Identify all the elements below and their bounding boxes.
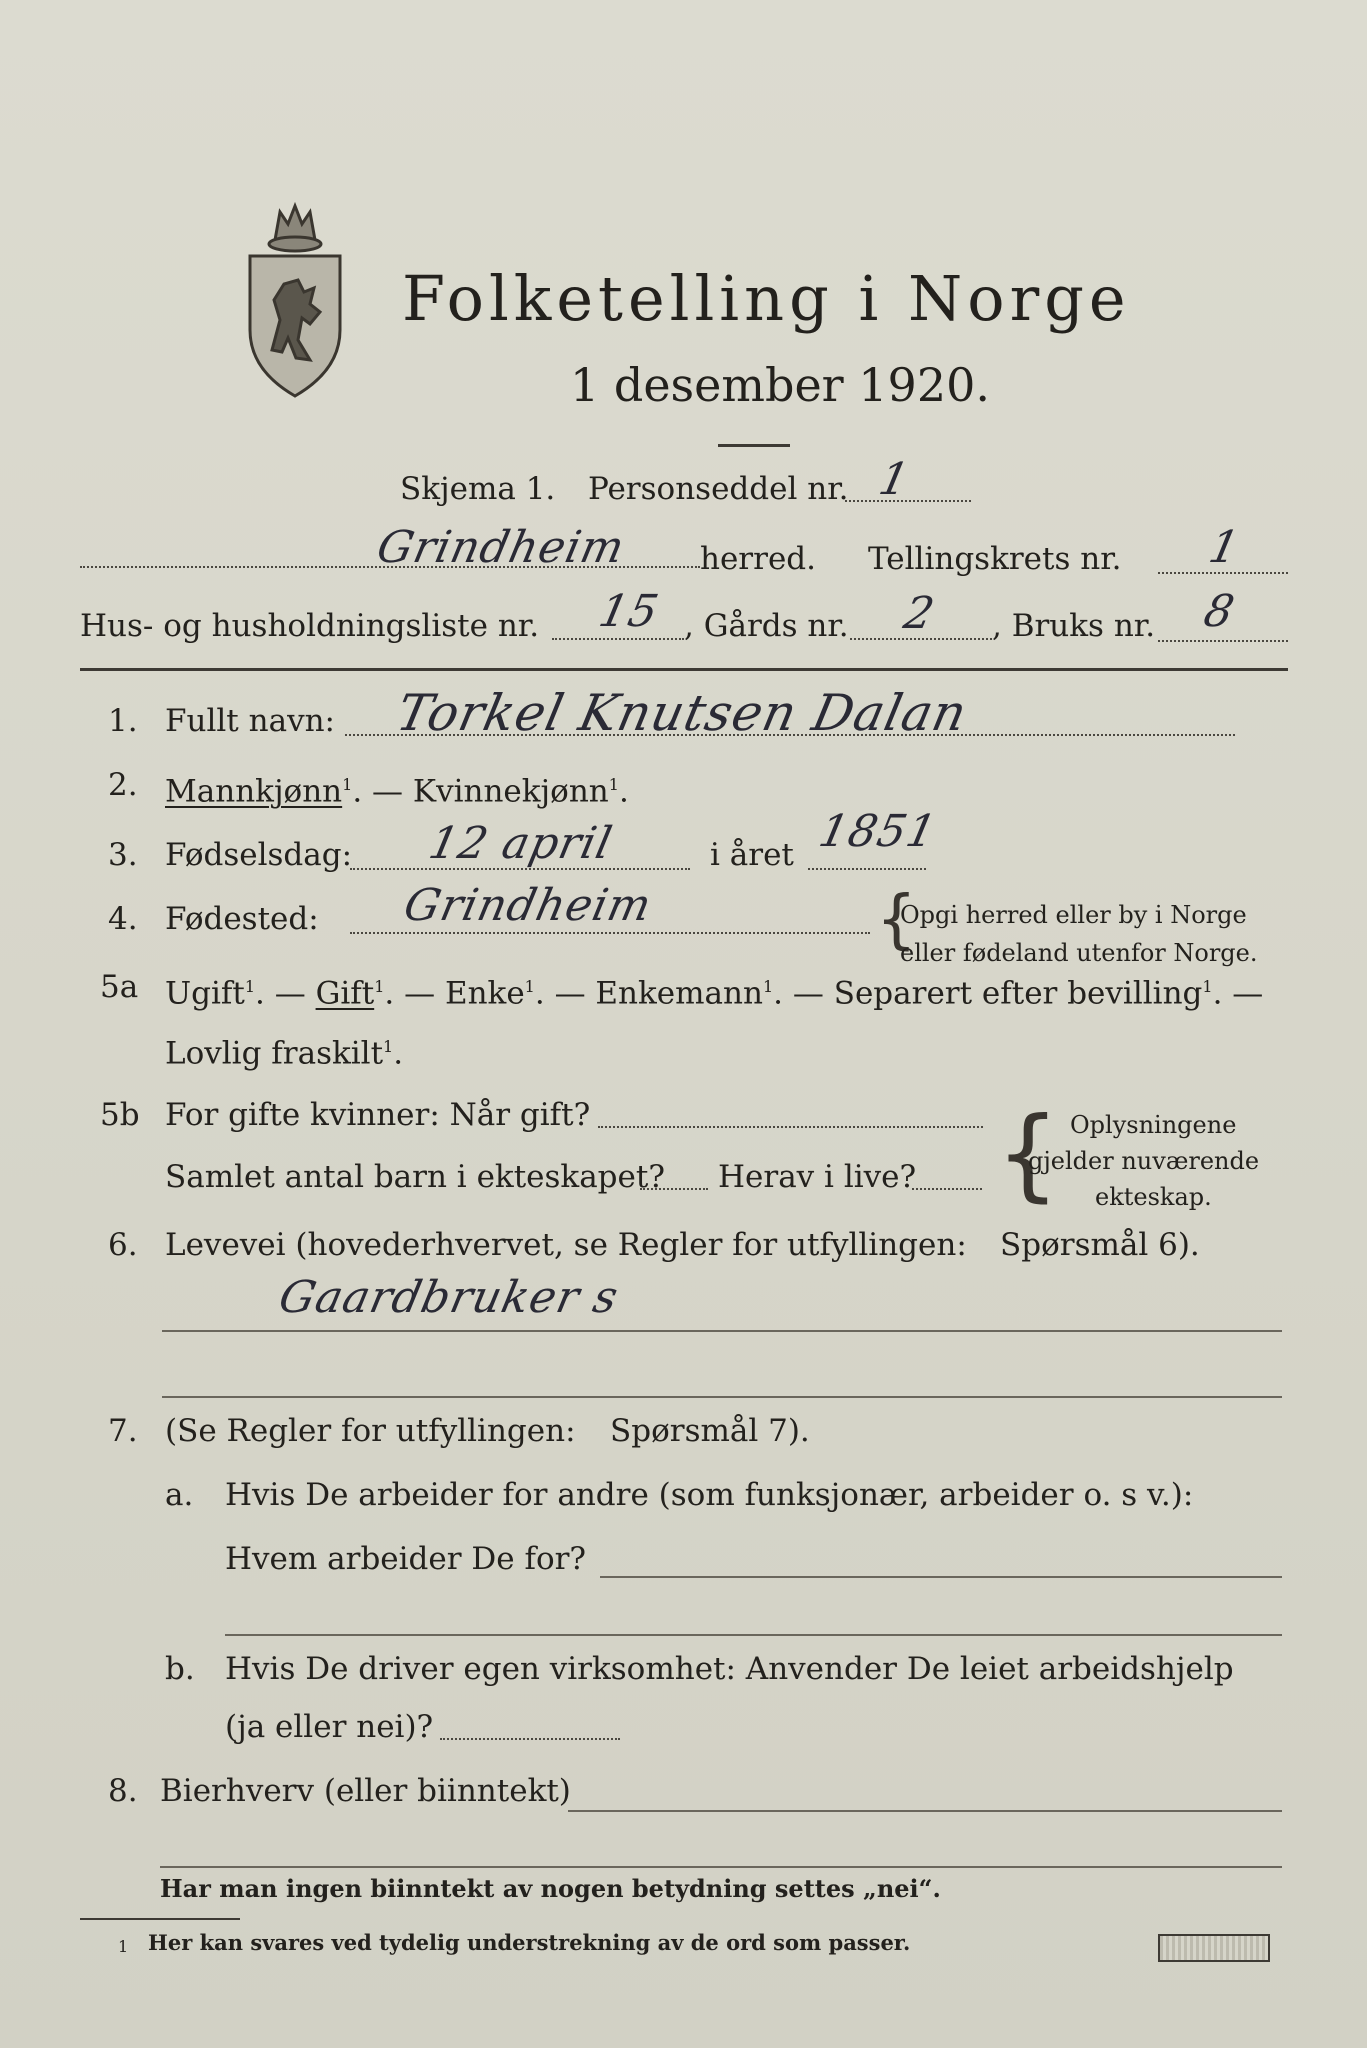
footnote-mark: 1 — [118, 1937, 129, 1956]
q6-line2 — [162, 1396, 1282, 1398]
q5b-label1: For gifte kvinner: Når gift? — [165, 1097, 591, 1133]
q7b-number: b. — [165, 1651, 195, 1687]
bruks-line — [1158, 640, 1288, 642]
q7-label: (Se Regler for utfyllingen: — [165, 1413, 576, 1449]
form-date: 1 desember 1920. — [570, 358, 990, 412]
q5a-enkemann-superscript: 1 — [762, 977, 774, 996]
q7a-label: Hvis De arbeider for andre (som funksjonær, arbeider o. s v.): — [225, 1477, 1194, 1513]
q5a-fraskilt-line: Lovlig fraskilt$^1$. — [165, 1035, 404, 1072]
q2-separator: . — — [352, 773, 413, 810]
footnote-text: Her kan svares ved tydelig understrekning av de ord som passer. — [148, 1930, 911, 1955]
q5a-gift: Gift — [315, 975, 375, 1012]
q4-note-line2: eller fødeland utenfor Norge. — [900, 939, 1258, 967]
q5b-line2 — [640, 1188, 708, 1190]
q7a-line2 — [225, 1634, 1282, 1636]
q6-label: Levevei (hovederhvervet, se Regler for utfyllingen: — [165, 1227, 967, 1263]
q5a-number: 5a — [100, 969, 139, 1005]
husliste-line — [552, 638, 684, 640]
q6-line1 — [162, 1330, 1282, 1332]
q5b-number: 5b — [100, 1097, 140, 1133]
herred-value: Grindheim — [372, 522, 630, 573]
personseddel-value: 1 — [874, 454, 915, 505]
q3-year-line — [808, 868, 926, 870]
q4-note-line1: Opgi herred eller by i Norge — [900, 901, 1247, 929]
q2-options — [165, 766, 629, 810]
q5a-options: Ugift$^1$. — Gift$^1$. — Enke$^1$. — Enkemann$^1$. — Separert efter bevilling$^1$. — — [165, 975, 1264, 1012]
tellingskrets-value: 1 — [1204, 522, 1245, 573]
q4-label: Fødested: — [165, 901, 319, 937]
q5a-separert-superscript: 1 — [1202, 977, 1213, 996]
q5b-note-brace: { — [996, 1095, 1060, 1212]
q5b-note-line3: ekteskap. — [1095, 1183, 1212, 1211]
q5a-enkemann: Enkemann — [595, 975, 763, 1012]
q1-number: 1. — [108, 703, 138, 739]
q7b-question: (ja eller nei)? — [225, 1709, 434, 1745]
q2-end: . — [618, 773, 629, 810]
printer-stamp — [1158, 1934, 1270, 1962]
personseddel-line — [845, 500, 971, 502]
q3-value: 12 april — [424, 818, 617, 869]
husliste-value: 15 — [594, 586, 664, 637]
q3-number: 3. — [108, 837, 138, 873]
q5a-gift-superscript: 1 — [374, 977, 385, 996]
footer-note: Har man ingen biinntekt av nogen betydning settes „nei“. — [160, 1874, 941, 1903]
q2-male-superscript: 1 — [342, 775, 353, 794]
gards-value: 2 — [899, 588, 940, 639]
q6-value: Gaardbruker s — [274, 1272, 624, 1323]
norwegian-coat-of-arms-icon — [240, 200, 350, 400]
q3-year-value: 1851 — [814, 806, 942, 857]
q4-note-brace: { — [876, 883, 917, 957]
q1-label: Fullt navn: — [165, 703, 335, 739]
q7b-line — [440, 1738, 620, 1740]
herred-label: herred. — [700, 541, 816, 577]
q2-female-superscript: 1 — [608, 775, 619, 794]
q4-value: Grindheim — [399, 880, 657, 931]
q3-year-label: i året — [710, 837, 794, 873]
q5a-ugift-superscript: 1 — [244, 977, 256, 996]
q5a-enke: Enke — [444, 975, 525, 1012]
q2-male-option: Mannkjønn — [165, 773, 343, 810]
q5b-note-line2: gjelder nuværende — [1028, 1147, 1260, 1175]
q5b-note-line1: Oplysningene — [1070, 1111, 1237, 1139]
gards-label: , Gårds nr. — [684, 608, 849, 644]
q4-line — [350, 932, 870, 934]
personseddel-label: Personseddel nr. — [588, 471, 849, 507]
q6-ref: Spørsmål 6). — [1000, 1227, 1200, 1263]
bruks-value: 8 — [1199, 586, 1240, 637]
q6-number: 6. — [108, 1227, 138, 1263]
q7-number: 7. — [108, 1413, 138, 1449]
q8-number: 8. — [108, 1773, 138, 1809]
form-title: Folketelling i Norge — [402, 262, 1131, 335]
q2-number: 2. — [108, 767, 138, 803]
bruks-label: , Bruks nr. — [992, 608, 1156, 644]
q5a-separert: Separert efter bevilling — [833, 975, 1203, 1012]
q5b-label3: Herav i live? — [718, 1159, 917, 1195]
q1-value: Torkel Knutsen Dalan — [391, 684, 973, 742]
q7a-question: Hvem arbeider De for? — [225, 1541, 587, 1577]
q5b-label2: Samlet antal barn i ekteskapet? — [165, 1159, 665, 1195]
tellingskrets-label: Tellingskrets nr. — [868, 541, 1122, 577]
title-rule — [718, 444, 790, 447]
q8-label: Bierhverv (eller biinntekt) — [160, 1773, 571, 1809]
q7b-label: Hvis De driver egen virksomhet: Anvender De leiet arbeidshjelp — [225, 1651, 1234, 1687]
q5a-enke-superscript: 1 — [524, 977, 535, 996]
husliste-label: Hus- og husholdningsliste nr. — [80, 608, 540, 644]
q4-number: 4. — [108, 901, 138, 937]
q5a-ugift: Ugift — [165, 975, 245, 1012]
q7-ref: Spørsmål 7). — [610, 1413, 810, 1449]
q2-female-option: Kvinnekjønn — [412, 773, 609, 810]
q5b-line1 — [598, 1126, 983, 1128]
q3-label: Fødselsdag: — [165, 837, 353, 873]
q8-line1 — [568, 1810, 1282, 1812]
q7a-line1 — [600, 1576, 1282, 1578]
q5a-fraskilt: Lovlig fraskilt — [165, 1035, 384, 1072]
q7a-number: a. — [165, 1477, 194, 1513]
footnote-rule — [80, 1918, 240, 1920]
q5a-fraskilt-superscript: 1 — [383, 1037, 394, 1056]
q8-line2 — [160, 1866, 1282, 1868]
header-separator — [80, 668, 1288, 671]
q5b-line3 — [912, 1188, 982, 1190]
schema-label: Skjema 1. — [400, 471, 556, 507]
